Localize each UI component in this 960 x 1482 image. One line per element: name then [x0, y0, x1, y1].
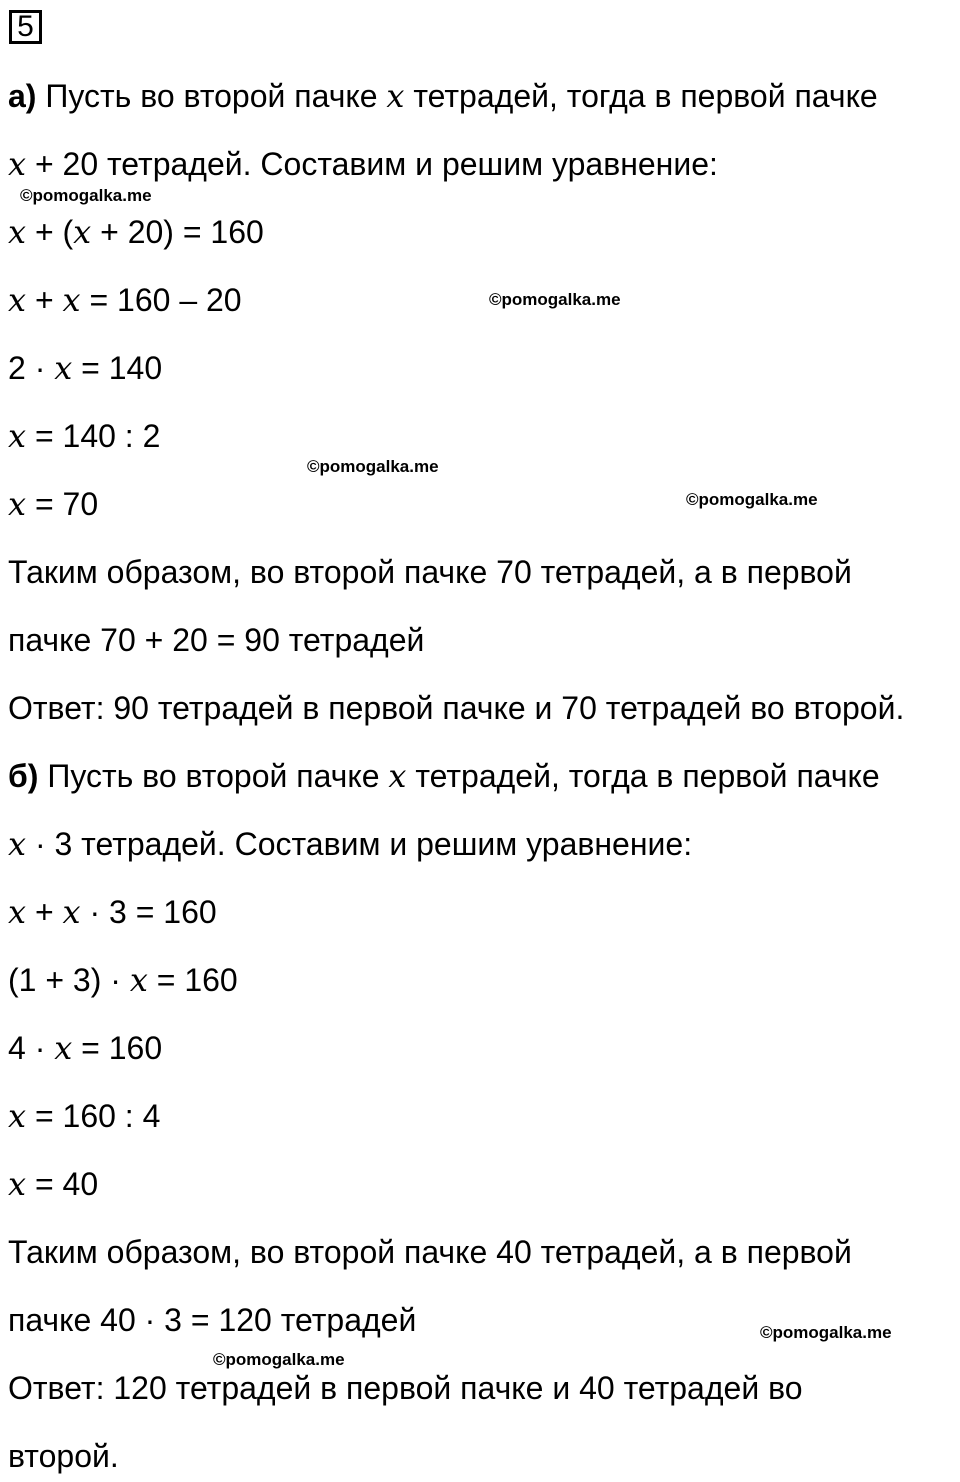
part-b-conclusion-line1: Таким образом, во второй пачке 40 тетрадей, а в первой — [8, 1234, 852, 1270]
part-b-intro-line1: б) Пусть во второй пачке 𝑥 тетрадей, тогда в первой пачке — [8, 757, 880, 795]
part-a-equation-2: 𝑥 + 𝑥 = 160 – 20 — [8, 281, 242, 319]
part-a-conclusion-line1: Таким образом, во второй пачке 70 тетрадей, а в первой — [8, 554, 852, 590]
part-a-equation-3: 2 · 𝑥 = 140 — [8, 349, 163, 387]
part-a-equation-5: 𝑥 = 70 — [8, 485, 99, 523]
watermark: ©pomogalka.me — [760, 1323, 892, 1342]
watermark: ©pomogalka.me — [686, 490, 818, 509]
part-b-equation-3: 4 · 𝑥 = 160 — [8, 1029, 163, 1067]
watermark: ©pomogalka.me — [489, 290, 621, 309]
part-a-intro-line2: 𝑥 + 20 тетрадей. Составим и решим уравнение: — [8, 145, 718, 183]
part-b-equation-1: 𝑥 + 𝑥 · 3 = 160 — [8, 893, 217, 931]
part-b-conclusion-line2: пачке 40 · 3 = 120 тетрадей — [8, 1302, 417, 1338]
part-b-equation-2: (1 + 3) · 𝑥 = 160 — [8, 961, 238, 999]
part-a-equation-1: 𝑥 + (𝑥 + 20) = 160 — [8, 213, 264, 251]
part-b-intro-line2: 𝑥 · 3 тетрадей. Составим и решим уравнение: — [8, 825, 693, 863]
part-b-answer-line2: второй. — [8, 1438, 119, 1474]
part-b-label: б) — [8, 758, 39, 794]
watermark: ©pomogalka.me — [213, 1350, 345, 1369]
part-a-answer: Ответ: 90 тетрадей в первой пачке и 70 тетрадей во второй. — [8, 690, 905, 726]
part-a-intro-line1: а) Пусть во второй пачке 𝑥 тетрадей, тогда в первой пачке — [8, 77, 878, 115]
watermark: ©pomogalka.me — [20, 186, 152, 205]
part-b-answer-line1: Ответ: 120 тетрадей в первой пачке и 40 тетрадей во — [8, 1370, 803, 1406]
part-a-label: а) — [8, 78, 37, 114]
part-a-equation-4: 𝑥 = 140 : 2 — [8, 417, 161, 455]
watermark: ©pomogalka.me — [307, 457, 439, 476]
task-number-box: 5 — [9, 10, 42, 44]
part-b-equation-5: 𝑥 = 40 — [8, 1165, 99, 1203]
part-b-equation-4: 𝑥 = 160 : 4 — [8, 1097, 161, 1135]
part-a-conclusion-line2: пачке 70 + 20 = 90 тетрадей — [8, 622, 425, 658]
